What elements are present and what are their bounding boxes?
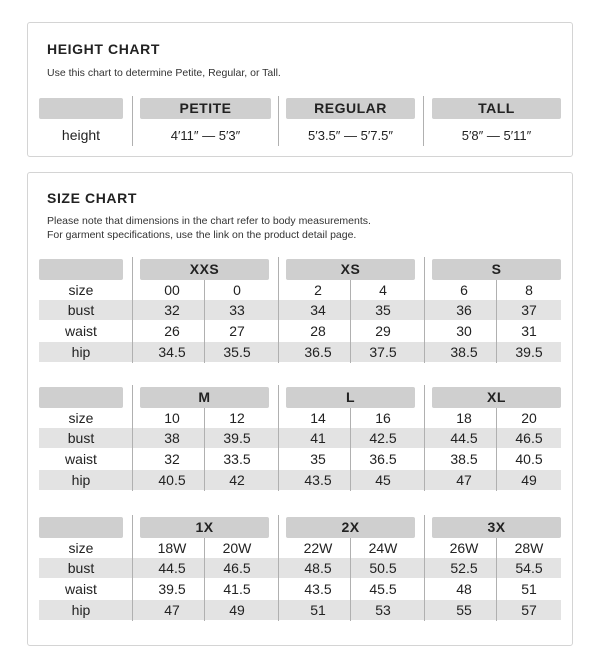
- cell-xl-bust-2: 46.5: [515, 430, 543, 446]
- cell-xs-waist-2: 29: [375, 323, 391, 339]
- cell-s-bust-2: 37: [521, 302, 537, 318]
- height-chart-card: [27, 22, 573, 157]
- cell-1x-hip-1: 47: [164, 602, 180, 618]
- size-chart-card: [27, 172, 573, 646]
- size-group-divider: [278, 257, 279, 363]
- row-label-waist: waist: [65, 451, 97, 467]
- cell-xl-bust-1: 44.5: [450, 430, 478, 446]
- cell-m-hip-2: 42: [229, 472, 245, 488]
- cell-m-hip-1: 40.5: [158, 472, 186, 488]
- cell-1x-bust-2: 46.5: [223, 560, 251, 576]
- cell-xxs-waist-2: 27: [229, 323, 245, 339]
- cell-s-waist-1: 30: [456, 323, 472, 339]
- cell-xs-bust-1: 34: [310, 302, 326, 318]
- size-corner-header: [39, 387, 123, 408]
- size-chart-note-line2: For garment specifications, use the link on the product detail page.: [47, 229, 357, 241]
- cell-m-bust-1: 38: [164, 430, 180, 446]
- cell-m-size-1: 10: [164, 410, 180, 426]
- cell-xxs-waist-1: 26: [164, 323, 180, 339]
- cell-xxs-size-2: 0: [233, 282, 241, 298]
- cell-xl-waist-2: 40.5: [515, 451, 543, 467]
- height-chart-title: HEIGHT CHART: [47, 41, 160, 57]
- cell-2x-waist-2: 45.5: [369, 581, 397, 597]
- row-label-size: size: [68, 410, 94, 426]
- size-header-3x: 3X: [432, 517, 561, 538]
- size-header-1x: 1X: [140, 517, 269, 538]
- cell-s-size-2: 8: [525, 282, 533, 298]
- height-column-divider: [278, 96, 279, 146]
- cell-l-waist-1: 35: [310, 451, 326, 467]
- size-subcolumn-divider: [350, 538, 351, 621]
- size-header-xxs: XXS: [140, 259, 269, 280]
- cell-1x-waist-1: 39.5: [158, 581, 186, 597]
- cell-s-hip-1: 38.5: [450, 344, 478, 360]
- size-subcolumn-divider: [204, 408, 205, 491]
- row-label-bust: bust: [67, 430, 95, 446]
- row-label-size: size: [68, 540, 94, 556]
- row-label-hip: hip: [71, 602, 91, 618]
- cell-xs-waist-1: 28: [310, 323, 326, 339]
- size-header-m: M: [140, 387, 269, 408]
- cell-1x-waist-2: 41.5: [223, 581, 251, 597]
- height-header-tall: TALL: [432, 98, 561, 119]
- size-header-2x: 2X: [286, 517, 415, 538]
- cell-xl-size-1: 18: [456, 410, 472, 426]
- cell-l-size-1: 14: [310, 410, 326, 426]
- row-label-hip: hip: [71, 344, 91, 360]
- cell-l-hip-1: 43.5: [304, 472, 332, 488]
- cell-s-hip-2: 39.5: [515, 344, 543, 360]
- cell-xl-size-2: 20: [521, 410, 537, 426]
- cell-xs-hip-2: 37.5: [369, 344, 397, 360]
- height-value-tall: 5′8″ — 5′11″: [461, 128, 532, 143]
- size-group-divider: [424, 385, 425, 491]
- cell-xxs-bust-1: 32: [164, 302, 180, 318]
- height-header-petite: PETITE: [140, 98, 271, 119]
- cell-2x-hip-1: 51: [310, 602, 326, 618]
- cell-xxs-bust-2: 33: [229, 302, 245, 318]
- cell-3x-bust-1: 52.5: [450, 560, 478, 576]
- height-value-regular: 5′3.5″ — 5′7.5″: [308, 128, 393, 143]
- cell-2x-size-2: 24W: [368, 540, 398, 556]
- cell-3x-size-1: 26W: [449, 540, 479, 556]
- size-corner-header: [39, 259, 123, 280]
- row-label-size: size: [68, 282, 94, 298]
- cell-3x-waist-2: 51: [521, 581, 537, 597]
- size-group-divider: [278, 515, 279, 621]
- size-group-divider: [132, 257, 133, 363]
- size-group-divider: [132, 385, 133, 491]
- cell-1x-bust-1: 44.5: [158, 560, 186, 576]
- cell-m-waist-1: 32: [164, 451, 180, 467]
- cell-l-bust-1: 41: [310, 430, 326, 446]
- size-subcolumn-divider: [496, 280, 497, 363]
- cell-l-bust-2: 42.5: [369, 430, 397, 446]
- size-header-xs: XS: [286, 259, 415, 280]
- height-header-regular: REGULAR: [286, 98, 415, 119]
- cell-xs-bust-2: 35: [375, 302, 391, 318]
- height-value-petite: 4′11″ — 5′3″: [170, 128, 241, 143]
- cell-3x-size-2: 28W: [514, 540, 544, 556]
- cell-l-hip-2: 45: [375, 472, 391, 488]
- cell-xxs-hip-1: 34.5: [158, 344, 186, 360]
- row-label-waist: waist: [65, 323, 97, 339]
- cell-xl-hip-1: 47: [456, 472, 472, 488]
- row-label-hip: hip: [71, 472, 91, 488]
- row-label-bust: bust: [67, 560, 95, 576]
- cell-xs-hip-1: 36.5: [304, 344, 332, 360]
- cell-xs-size-2: 4: [379, 282, 387, 298]
- height-chart-note: Use this chart to determine Petite, Regular, or Tall.: [47, 67, 281, 79]
- cell-2x-hip-2: 53: [375, 602, 391, 618]
- size-corner-header: [39, 517, 123, 538]
- size-group-divider: [424, 515, 425, 621]
- cell-3x-waist-1: 48: [456, 581, 472, 597]
- cell-m-waist-2: 33.5: [223, 451, 251, 467]
- size-header-s: S: [432, 259, 561, 280]
- cell-2x-size-1: 22W: [303, 540, 333, 556]
- cell-2x-bust-2: 50.5: [369, 560, 397, 576]
- cell-xl-waist-1: 38.5: [450, 451, 478, 467]
- cell-l-size-2: 16: [375, 410, 391, 426]
- size-group-divider: [278, 385, 279, 491]
- size-subcolumn-divider: [350, 280, 351, 363]
- cell-3x-hip-2: 57: [521, 602, 537, 618]
- row-label-waist: waist: [65, 581, 97, 597]
- size-subcolumn-divider: [350, 408, 351, 491]
- size-subcolumn-divider: [496, 538, 497, 621]
- size-header-xl: XL: [432, 387, 561, 408]
- height-row-label: height: [61, 127, 101, 143]
- cell-s-waist-2: 31: [521, 323, 537, 339]
- height-column-divider: [423, 96, 424, 146]
- cell-xl-hip-2: 49: [521, 472, 537, 488]
- size-subcolumn-divider: [496, 408, 497, 491]
- cell-1x-size-1: 18W: [157, 540, 187, 556]
- cell-l-waist-2: 36.5: [369, 451, 397, 467]
- cell-s-bust-1: 36: [456, 302, 472, 318]
- size-subcolumn-divider: [204, 280, 205, 363]
- cell-s-size-1: 6: [460, 282, 468, 298]
- cell-1x-hip-2: 49: [229, 602, 245, 618]
- size-group-divider: [132, 515, 133, 621]
- cell-m-bust-2: 39.5: [223, 430, 251, 446]
- cell-xxs-hip-2: 35.5: [223, 344, 251, 360]
- size-group-divider: [424, 257, 425, 363]
- height-column-divider: [132, 96, 133, 146]
- row-label-bust: bust: [67, 302, 95, 318]
- cell-xs-size-1: 2: [314, 282, 322, 298]
- cell-2x-bust-1: 48.5: [304, 560, 332, 576]
- size-chart-title: SIZE CHART: [47, 190, 137, 206]
- size-chart-note-line1: Please note that dimensions in the chart refer to body measurements.: [47, 215, 371, 227]
- cell-3x-hip-1: 55: [456, 602, 472, 618]
- cell-xxs-size-1: 00: [164, 282, 180, 298]
- size-header-l: L: [286, 387, 415, 408]
- cell-m-size-2: 12: [229, 410, 245, 426]
- cell-3x-bust-2: 54.5: [515, 560, 543, 576]
- height-corner-header: [39, 98, 123, 119]
- cell-2x-waist-1: 43.5: [304, 581, 332, 597]
- cell-1x-size-2: 20W: [222, 540, 252, 556]
- size-subcolumn-divider: [204, 538, 205, 621]
